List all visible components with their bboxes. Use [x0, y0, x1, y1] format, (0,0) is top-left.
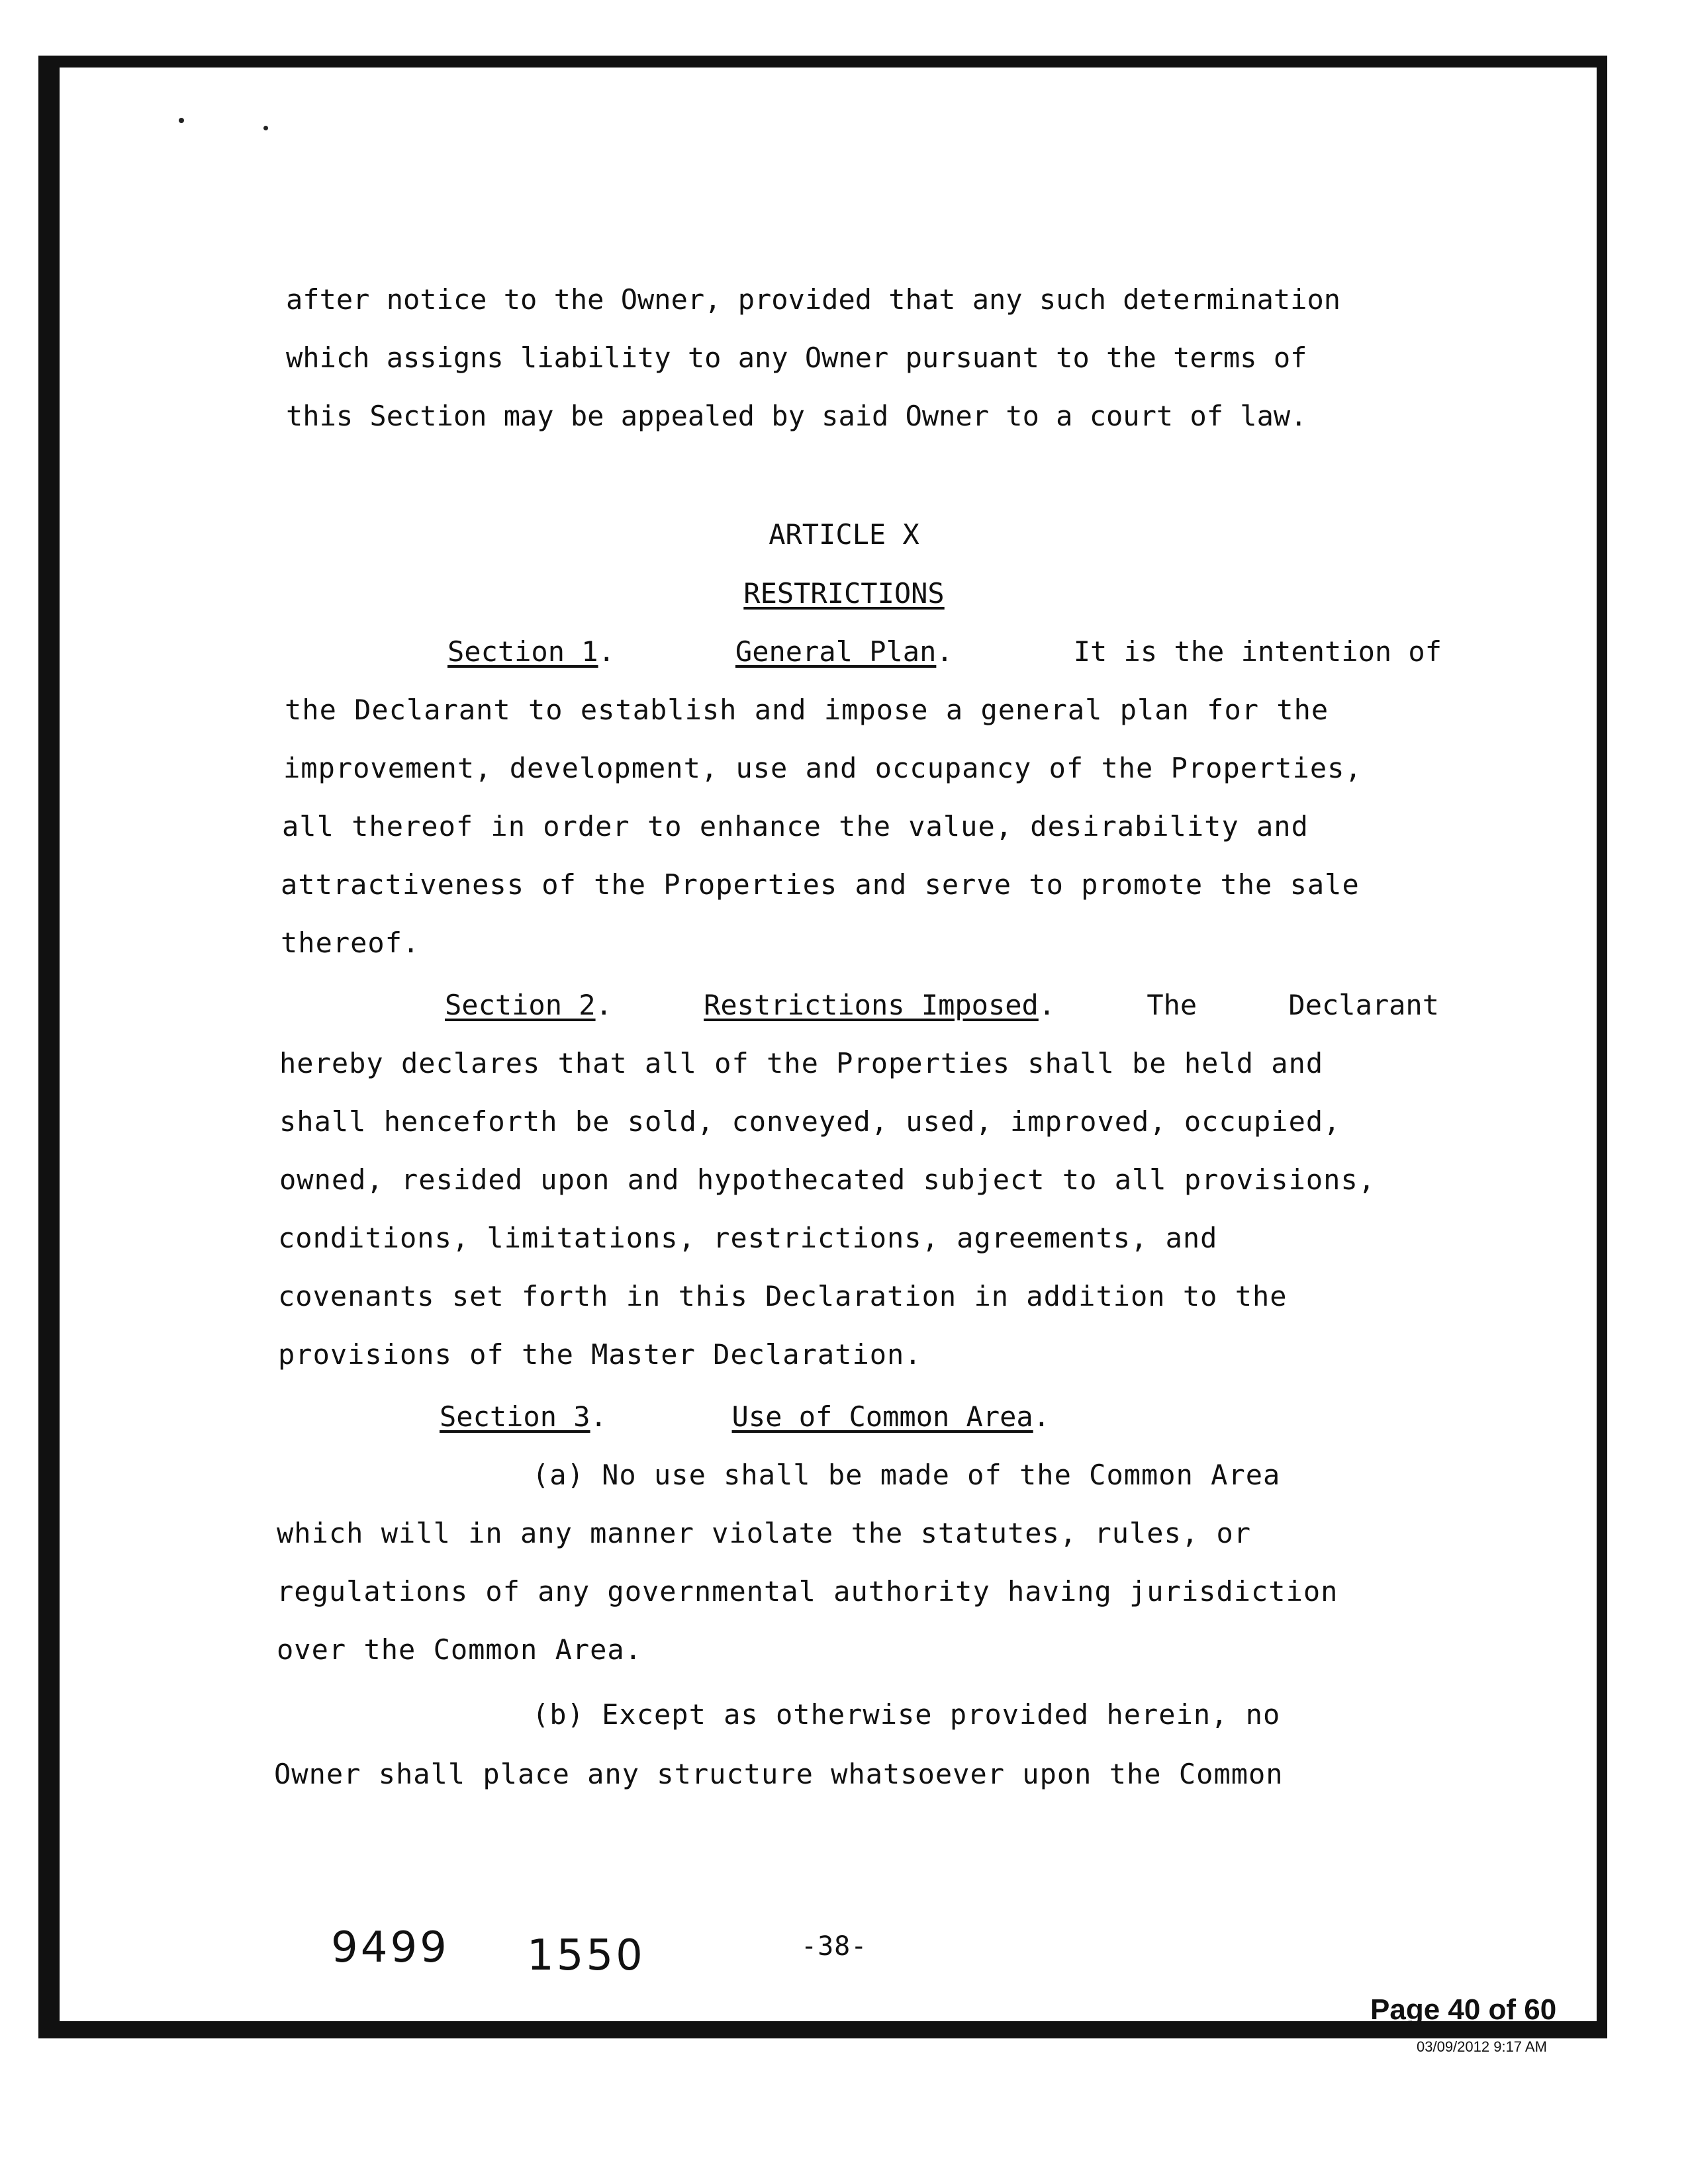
section1-heading-line: Section 1. General Plan. It is the intention of	[447, 635, 1442, 668]
scan-speck	[179, 118, 184, 123]
section2-line: hereby declares that all of the Properties shall be held and	[279, 1047, 1324, 1079]
page-number: -38-	[801, 1931, 868, 1962]
section2-line: conditions, limitations, restrictions, agreements, and	[278, 1222, 1218, 1254]
section1-line: all thereof in order to enhance the value, desirability and	[282, 810, 1309, 842]
section2-line: covenants set forth in this Declaration in addition to the	[278, 1280, 1288, 1312]
section2-first-line-rest-a: The	[1147, 989, 1197, 1021]
text-line: after notice to the Owner, provided that any such determination	[286, 283, 1341, 316]
scan-speck	[263, 126, 268, 130]
page-of-label: Page 40 of 60	[1370, 1993, 1557, 2026]
section2-heading-line: Section 2. Restrictions Imposed. The Declarant	[445, 989, 1439, 1021]
handwritten-book-number: 9499	[331, 1923, 449, 1972]
section3-label: Section 3	[440, 1400, 590, 1433]
section1-heading: General Plan	[735, 635, 937, 668]
section3-heading: Use of Common Area	[731, 1400, 1033, 1433]
intro-line-1	[286, 283, 1443, 316]
section3-item-b-line: Owner shall place any structure whatsoever upon the Common	[274, 1758, 1284, 1790]
text-line: this Section may be appealed by said Owner to a court of law.	[286, 400, 1307, 432]
intro-line-2	[286, 341, 1443, 374]
section3-heading-line: Section 3. Use of Common Area.	[440, 1400, 1050, 1433]
section1-label: Section 1	[447, 635, 598, 668]
intro-line-3	[286, 400, 1443, 432]
section2-heading: Restrictions Imposed	[704, 989, 1039, 1021]
handwritten-page-number: 1550	[527, 1931, 645, 1980]
text-line: which assigns liability to any Owner pursuant to the terms of	[286, 341, 1307, 374]
section1-line: improvement, development, use and occupancy of the Properties,	[283, 752, 1362, 784]
print-timestamp: 03/09/2012 9:17 AM	[1417, 2038, 1547, 2055]
section1-line: thereof.	[281, 927, 420, 959]
section2-line: provisions of the Master Declaration.	[278, 1338, 922, 1371]
section2-line: shall henceforth be sold, conveyed, used, improved, occupied,	[279, 1105, 1341, 1138]
section3-item-a-first: (a) No use shall be made of the Common Area	[532, 1459, 1281, 1491]
article-title: RESTRICTIONS	[743, 577, 945, 610]
article-number: ARTICLE X	[769, 518, 919, 551]
section2-label: Section 2	[445, 989, 596, 1021]
section1-line: attractiveness of the Properties and serve to promote the sale	[281, 868, 1360, 901]
section3-item-a-line: which will in any manner violate the statutes, rules, or	[277, 1517, 1252, 1549]
section3-item-a-line: regulations of any governmental authority having jurisdiction	[277, 1575, 1338, 1608]
section1-first-line-rest: It is the intention of	[1073, 635, 1442, 668]
section2-line: owned, resided upon and hypothecated subject to all provisions,	[279, 1163, 1376, 1196]
section2-first-line-rest-b: Declarant	[1288, 989, 1439, 1021]
section3-item-a-line: over the Common Area.	[277, 1633, 643, 1666]
section1-line: the Declarant to establish and impose a general plan for the	[285, 694, 1329, 726]
section3-item-b-first: (b) Except as otherwise provided herein, no	[532, 1698, 1281, 1731]
